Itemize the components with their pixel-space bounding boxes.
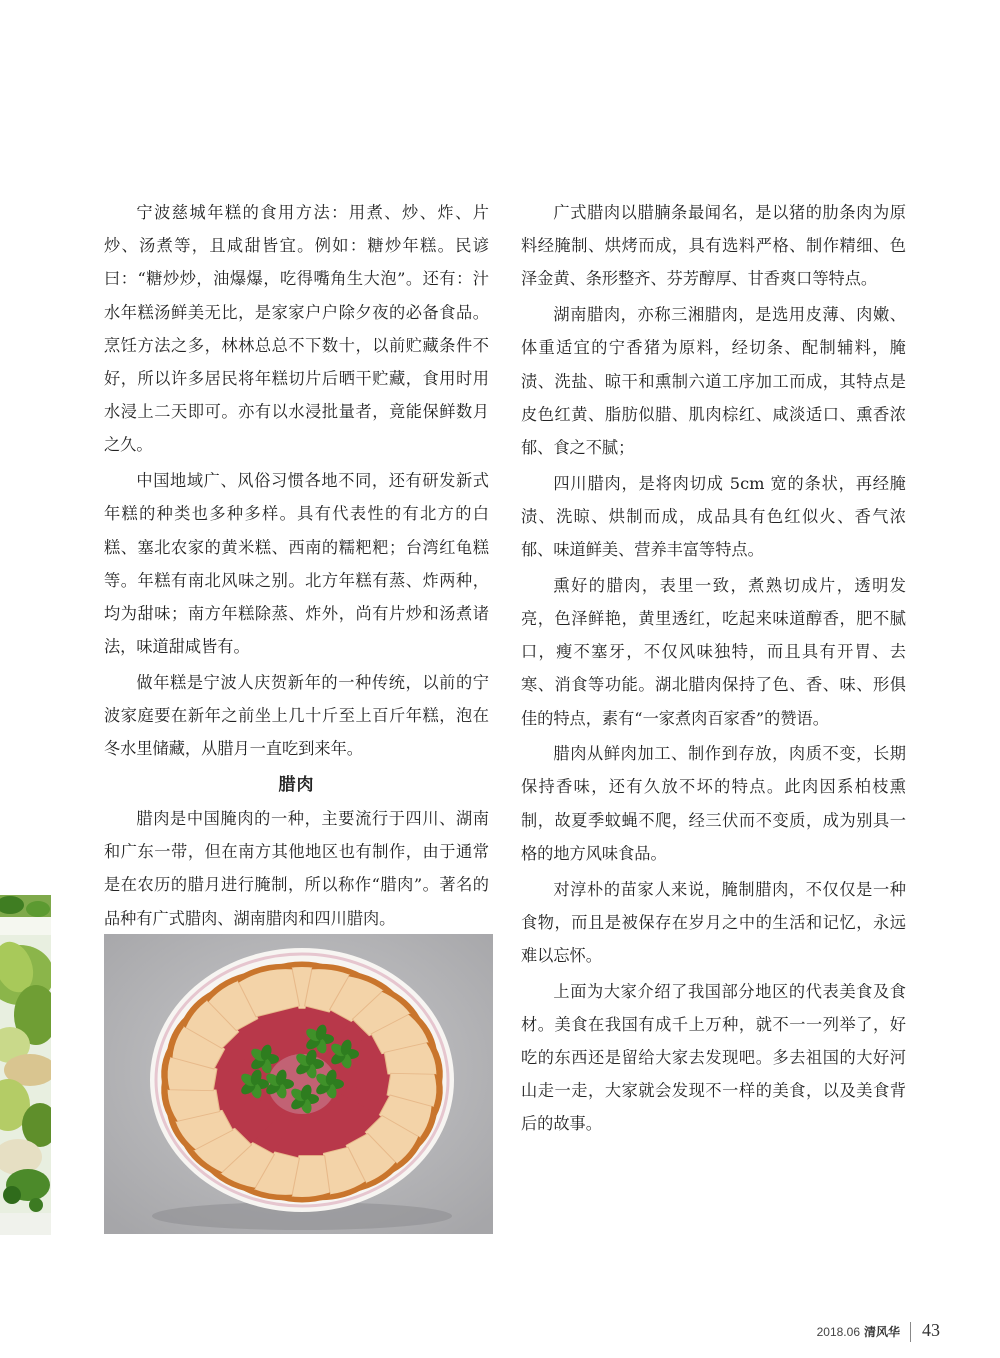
footer-divider	[910, 1322, 911, 1342]
paragraph: 熏好的腊肉，表里一致，煮熟切成片，透明发亮，色泽鲜艳，黄里透红，吃起来味道醇香，肥不腻口，瘦不塞牙，不仅风味独特，而且具有开胃、去寒、消食等功能。湖北腊肉保持了色、香、味、形俱佳的特点，素有“一家煮肉百家香”的赞语。	[521, 575, 906, 728]
stir-fried-vegetables-photo	[0, 895, 51, 1235]
left-text-column	[104, 196, 489, 937]
paragraph: 腊肉是中国腌肉的一种，主要流行于四川、湖南和广东一带，但在南方其他地区也有制作，由于通常是在农历的腊月进行腌制，所以称作“腊肉”。著名的品种有广式腊肉、湖南腊肉和四川腊肉。	[104, 808, 489, 928]
cured-pork-plate-photo	[104, 934, 493, 1234]
paragraph: 中国地域广、风俗习惯各地不同，还有研发新式年糕的种类也多种多样。具有代表性的有北方的白糕、塞北农家的黄米糕、西南的糯粑粑；台湾红龟糕等。年糕有南北风味之别。北方年糕有蒸、炸两种，均为甜味；南方年糕除蒸、炸外，尚有片炒和汤煮诸法，味道甜咸皆有。	[104, 471, 489, 657]
paragraph: 做年糕是宁波人庆贺新年的一种传统，以前的宁波家庭要在新年之前坐上几十斤至上百斤年糕，泡在冬水里储藏，从腊月一直吃到来年。	[104, 672, 489, 759]
paragraph: 广式腊肉以腊腩条最闻名，是以猪的肋条肉为原料经腌制、烘烤而成，具有选料严格、制作精细、色泽金黄、条形整齐、芬芳醇厚、甘香爽口等特点。	[521, 203, 906, 289]
page-footer	[0, 1322, 1000, 1344]
paragraph: 腊肉从鲜肉加工、制作到存放，肉质不变，长期保持香味，还有久放不坏的特点。此肉因系柏枝熏制，故夏季蚊蝇不爬，经三伏而不变质，成为别具一格的地方风味食品。	[521, 744, 906, 863]
paragraph: 湖南腊肉，亦称三湘腊肉，是选用皮薄、肉嫩、体重适宜的宁香猪为原料，经切条、配制辅料，腌渍、洗盐、晾干和熏制六道工序加工而成，其特点是皮色红黄、脂肪似腊、肌肉棕红、咸淡适口、熏香浓郁、食之不腻；	[521, 305, 906, 457]
issue-date: 2018.06	[816, 1325, 860, 1339]
paragraph: 宁波慈城年糕的食用方法：用煮、炒、炸、片炒、汤煮等，且咸甜皆宜。例如：糖炒年糕。民谚曰：“糖炒炒，油爆爆，吃得嘴角生大泡”。还有：汁水年糕汤鲜美无比，是家家户户除夕夜的必备食品。烹饪方法之多，林林总总不下数十，以前贮藏条件不好，所以许多居民将年糕切片后晒干贮藏，食用时用水浸上二天即可。亦有以水浸批量者，竟能保鲜数月之久。	[104, 203, 489, 455]
paragraph: 四川腊肉，是将肉切成 5cm 宽的条状，再经腌渍、洗晾、烘制而成，成品具有色红似火、香气浓郁、味道鲜美、营养丰富等特点。	[521, 473, 906, 560]
paragraph: 上面为大家介绍了我国部分地区的代表美食及食材。美食在我国有成千上万种，就不一一列举了，好吃的东西还是留给大家去发现吧。多去祖国的大好河山走一走，大家就会发现不一样的美食，以及美食背后的故事。	[521, 981, 906, 1134]
page-number: 43	[922, 1320, 940, 1340]
section-title: 腊肉	[278, 774, 315, 795]
right-text-column	[521, 196, 906, 1143]
paragraph: 对淳朴的苗家人来说，腌制腊肉，不仅仅是一种食物，而且是被保存在岁月之中的生活和记忆，永远难以忘怀。	[521, 879, 906, 965]
magazine-name: 清风华	[863, 1325, 900, 1339]
